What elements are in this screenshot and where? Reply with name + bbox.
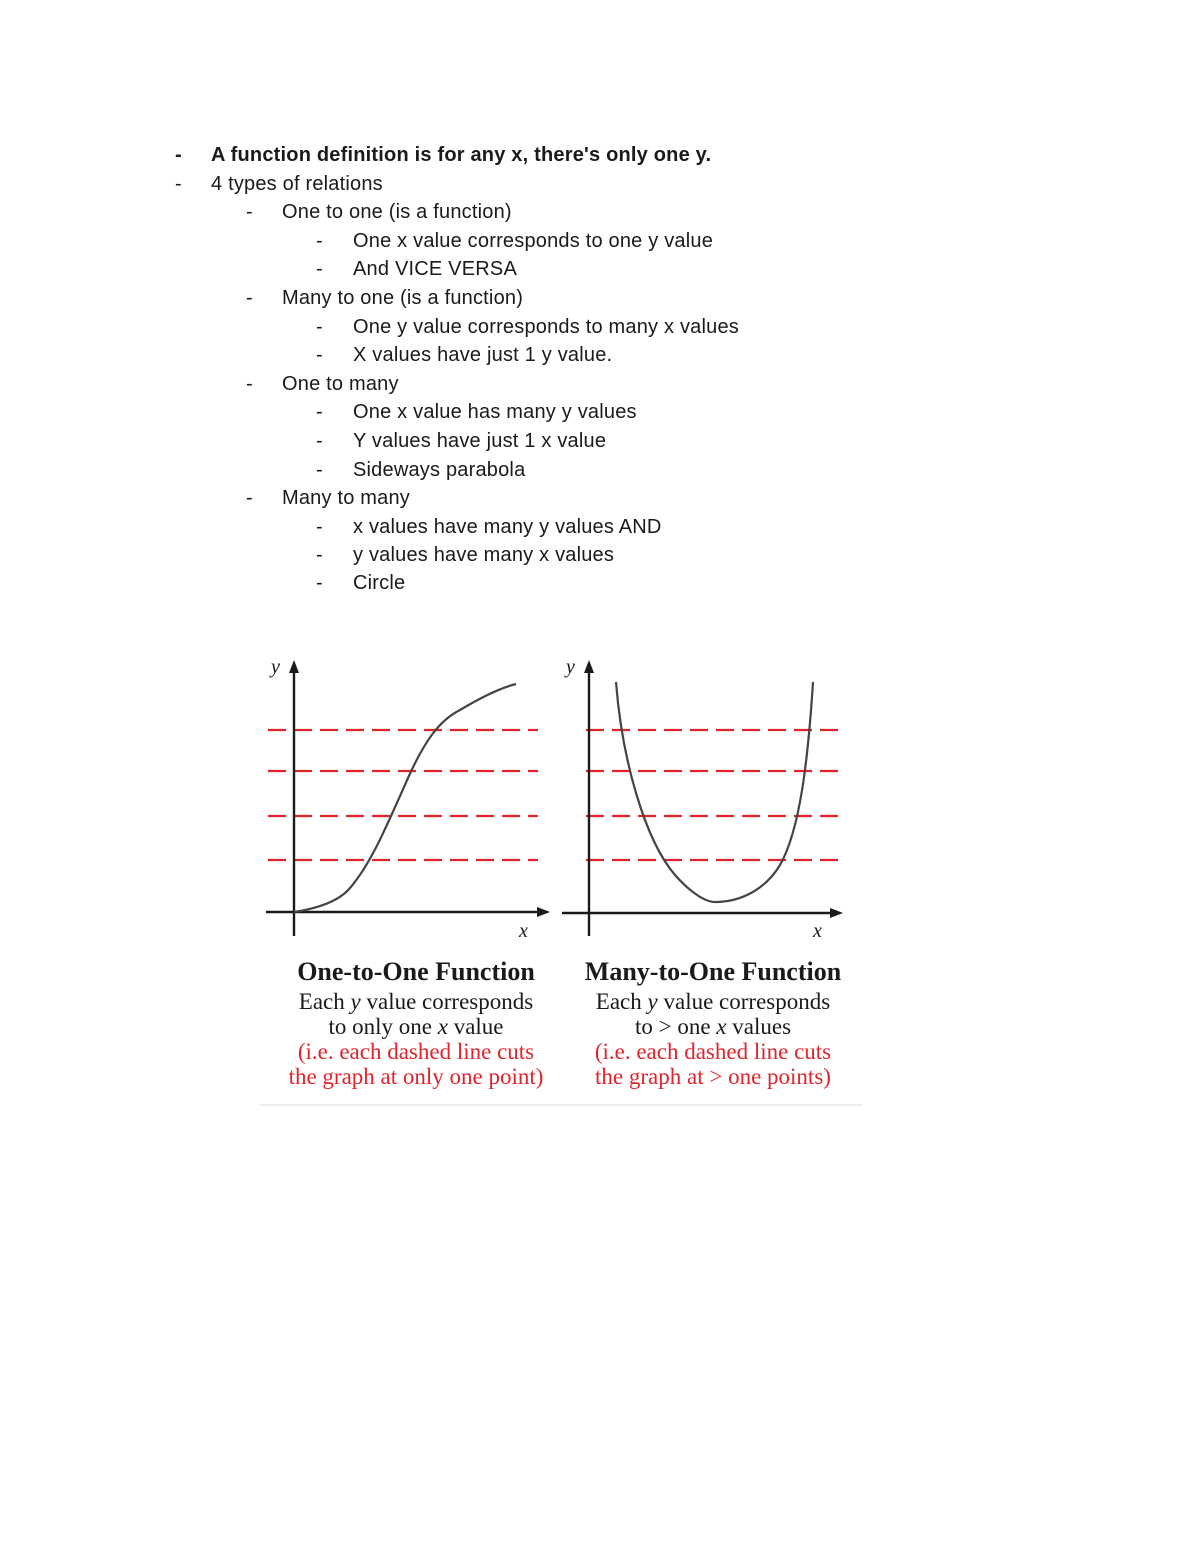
- outline-item-text: One to one (is a function): [282, 201, 512, 223]
- right-desc1-b: value corresponds: [657, 989, 831, 1014]
- bullet-dash: -: [316, 344, 323, 366]
- outline-item-text: x values have many y values AND: [353, 516, 662, 538]
- bullet-dash: -: [316, 401, 323, 423]
- bullet-dash: -: [316, 316, 323, 338]
- bullet-dash: -: [316, 516, 323, 538]
- outline-item-text: One x value has many y values: [353, 401, 637, 423]
- left-s-curve: [294, 684, 516, 912]
- left-caption-desc-line1: [270, 989, 562, 1014]
- outline-item-text: One x value corresponds to one y value: [353, 230, 714, 252]
- right-desc1-a: Each: [595, 989, 648, 1014]
- outline-item-text: One y value corresponds to many x values: [353, 316, 739, 338]
- bullet-dash: -: [316, 258, 323, 280]
- left-axes: [266, 660, 550, 936]
- left-desc2-var: x: [437, 1014, 448, 1039]
- outline-item-text: One to many: [282, 373, 399, 395]
- outline-item-text: y values have many x values: [353, 544, 615, 566]
- left-y-axis-label: y: [271, 656, 280, 678]
- left-caption-title: One-to-One Function: [297, 957, 535, 986]
- left-caption: [270, 955, 562, 1089]
- function-comparison-figure: [260, 640, 863, 1108]
- left-caption-desc-line2: [270, 1014, 562, 1039]
- left-desc1-var: y: [350, 989, 361, 1014]
- bullet-dash: -: [175, 144, 182, 166]
- bullet-dash: -: [316, 230, 323, 252]
- right-desc2-var: x: [716, 1014, 727, 1039]
- left-desc1-a: Each: [298, 989, 351, 1014]
- right-desc2-a: to > one: [634, 1014, 717, 1039]
- left-x-axis-label: x: [519, 920, 528, 942]
- right-desc2-b: values: [726, 1014, 792, 1039]
- bullet-dash: -: [246, 487, 253, 509]
- right-caption: [566, 955, 860, 1089]
- right-x-axis-arrow: [830, 908, 843, 918]
- left-caption-note-line1: (i.e. each dashed line cuts: [297, 1039, 535, 1064]
- left-y-axis-arrow: [289, 660, 299, 673]
- outline-item-text: And VICE VERSA: [353, 258, 517, 280]
- bullet-dash: -: [246, 287, 253, 309]
- figure-bottom-rule: [260, 1104, 863, 1106]
- right-y-axis-label: y: [566, 656, 575, 678]
- left-desc2-a: to only one: [328, 1014, 438, 1039]
- bullet-dash: -: [316, 544, 323, 566]
- right-caption-note-line2: the graph at > one points): [595, 1064, 831, 1089]
- bullet-dash: -: [316, 572, 323, 594]
- bullet-dash: -: [175, 173, 182, 195]
- left-desc1-b: value corresponds: [360, 989, 534, 1014]
- left-desc2-b: value: [447, 1014, 504, 1039]
- right-y-axis-arrow: [584, 660, 594, 673]
- outline-item-text: Y values have just 1 x value: [353, 430, 607, 452]
- bullet-dash: -: [316, 430, 323, 452]
- right-caption-desc-line2: [566, 1014, 860, 1039]
- right-desc1-var: y: [647, 989, 658, 1014]
- outline-item-text: Sideways parabola: [353, 459, 526, 481]
- outline-item-text: Circle: [353, 572, 406, 594]
- bullet-dash: -: [246, 201, 253, 223]
- outline-item-text: X values have just 1 y value.: [353, 344, 613, 366]
- right-caption-title: Many-to-One Function: [584, 957, 842, 986]
- left-dashed-lines: [268, 730, 538, 860]
- right-u-curve: [616, 682, 813, 902]
- left-x-axis-arrow: [537, 907, 550, 917]
- right-caption-desc-line1: [566, 989, 860, 1014]
- bullet-dash: -: [316, 459, 323, 481]
- right-caption-note-line1: (i.e. each dashed line cuts: [594, 1039, 832, 1064]
- right-x-axis-label: x: [813, 920, 822, 942]
- outline-item-text: A function definition is for any x, there's only one y.: [211, 144, 712, 166]
- outline-item-text: 4 types of relations: [211, 173, 383, 195]
- left-caption-note-line2: the graph at only one point): [288, 1064, 544, 1089]
- outline-item-text: Many to many: [282, 487, 411, 509]
- bullet-dash: -: [246, 373, 253, 395]
- outline-item-text: Many to one (is a function): [282, 287, 524, 309]
